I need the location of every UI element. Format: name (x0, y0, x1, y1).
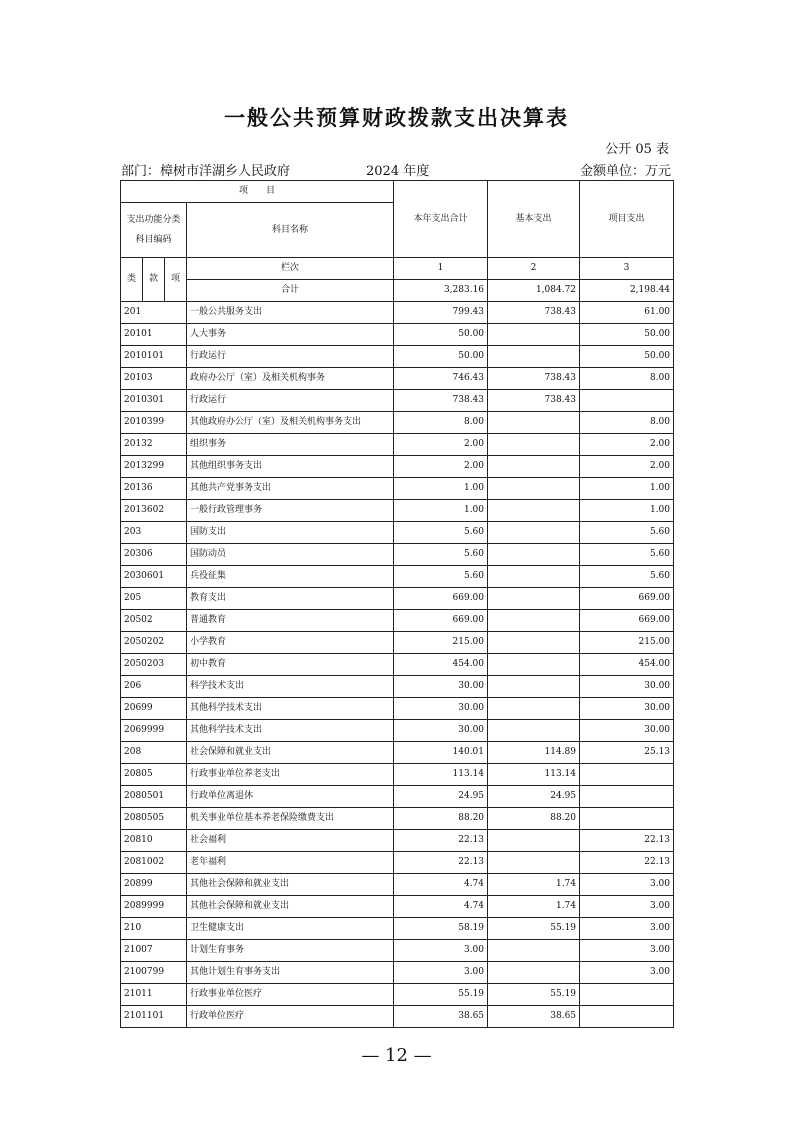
code-cell: 20132 (121, 434, 187, 456)
total-cell: 5.60 (394, 566, 488, 588)
project-cell: 30.00 (580, 720, 674, 742)
fiscal-year: 2024 年度 (366, 164, 430, 179)
header-col-project: 项目支出 (580, 181, 674, 258)
basic-cell: 88.20 (488, 808, 580, 830)
code-cell: 20810 (121, 830, 187, 852)
name-cell: 计划生育事务 (187, 940, 394, 962)
basic-cell (488, 434, 580, 456)
name-cell: 社会福利 (187, 830, 394, 852)
table-row (121, 588, 674, 610)
code-cell: 20306 (121, 544, 187, 566)
code-cell: 21007 (121, 940, 187, 962)
project-cell: 22.13 (580, 852, 674, 874)
name-cell: 其他科学技术支出 (187, 698, 394, 720)
basic-cell (488, 676, 580, 698)
table-row (121, 478, 674, 500)
project-cell: 3.00 (580, 874, 674, 896)
total-cell: 746.43 (394, 368, 488, 390)
code-cell: 20101 (121, 324, 187, 346)
code-cell: 2081002 (121, 852, 187, 874)
project-cell (580, 984, 674, 1006)
total-cell: 113.14 (394, 764, 488, 786)
name-cell: 其他社会保障和就业支出 (187, 874, 394, 896)
code-cell: 2050202 (121, 632, 187, 654)
page-number: — 12 — (361, 1045, 432, 1066)
name-cell: 教育支出 (187, 588, 394, 610)
code-cell: 201 (121, 302, 187, 324)
total-cell: 738.43 (394, 390, 488, 412)
summary-label: 合计 (187, 280, 394, 302)
project-cell: 1.00 (580, 500, 674, 522)
table-row (121, 896, 674, 918)
basic-cell: 1.74 (488, 874, 580, 896)
basic-cell (488, 412, 580, 434)
code-cell: 20136 (121, 478, 187, 500)
name-cell: 国防动员 (187, 544, 394, 566)
header-col-total: 本年支出合计 (394, 181, 488, 258)
table-row (121, 654, 674, 676)
code-cell: 2013299 (121, 456, 187, 478)
table-row (121, 852, 674, 874)
header-lanci: 栏次 (187, 258, 394, 280)
code-cell: 210 (121, 918, 187, 940)
basic-cell (488, 346, 580, 368)
table-row (121, 566, 674, 588)
name-cell: 行政事业单位养老支出 (187, 764, 394, 786)
project-cell (580, 1006, 674, 1028)
name-cell: 一般公共服务支出 (187, 302, 394, 324)
code-cell: 2101101 (121, 1006, 187, 1028)
code-cell: 2010301 (121, 390, 187, 412)
project-cell: 22.13 (580, 830, 674, 852)
total-cell: 88.20 (394, 808, 488, 830)
basic-cell (488, 456, 580, 478)
basic-cell (488, 962, 580, 984)
total-cell: 5.60 (394, 544, 488, 566)
project-cell: 3.00 (580, 940, 674, 962)
table-row (121, 1006, 674, 1028)
name-cell: 老年福利 (187, 852, 394, 874)
header-code-label (121, 203, 187, 258)
total-cell: 8.00 (394, 412, 488, 434)
project-cell: 215.00 (580, 632, 674, 654)
basic-cell: 738.43 (488, 368, 580, 390)
code-cell: 20699 (121, 698, 187, 720)
code-cell: 2069999 (121, 720, 187, 742)
project-cell: 2.00 (580, 456, 674, 478)
table-row (121, 390, 674, 412)
basic-cell (488, 830, 580, 852)
header-row-item (121, 181, 674, 203)
total-cell: 22.13 (394, 852, 488, 874)
total-cell: 799.43 (394, 302, 488, 324)
total-cell: 140.01 (394, 742, 488, 764)
expenditure-table (120, 180, 674, 1028)
total-cell: 3.00 (394, 940, 488, 962)
basic-cell: 738.43 (488, 302, 580, 324)
table-row (121, 302, 674, 324)
project-cell: 8.00 (580, 412, 674, 434)
project-cell: 5.60 (580, 544, 674, 566)
basic-cell (488, 500, 580, 522)
total-cell: 58.19 (394, 918, 488, 940)
project-cell: 669.00 (580, 588, 674, 610)
total-cell: 24.95 (394, 786, 488, 808)
project-cell (580, 764, 674, 786)
code-cell: 208 (121, 742, 187, 764)
basic-cell (488, 654, 580, 676)
name-cell: 其他科学技术支出 (187, 720, 394, 742)
basic-cell: 113.14 (488, 764, 580, 786)
department: 部门：樟树市洋湖乡人民政府 (121, 164, 291, 179)
name-cell: 机关事业单位基本养老保险缴费支出 (187, 808, 394, 830)
code-cell: 2030601 (121, 566, 187, 588)
code-cell: 2089999 (121, 896, 187, 918)
summary-total: 3,283.16 (394, 280, 488, 302)
total-cell: 454.00 (394, 654, 488, 676)
name-cell: 行政运行 (187, 390, 394, 412)
table-row (121, 434, 674, 456)
name-cell: 人大事务 (187, 324, 394, 346)
header-code-label-2: 科目编码 (135, 235, 172, 245)
basic-cell (488, 698, 580, 720)
name-cell: 其他计划生育事务支出 (187, 962, 394, 984)
table-row (121, 962, 674, 984)
basic-cell: 55.19 (488, 984, 580, 1006)
code-cell: 2080505 (121, 808, 187, 830)
project-cell (580, 786, 674, 808)
header-name-label: 科目名称 (187, 203, 394, 258)
table-row (121, 456, 674, 478)
name-cell: 国防支出 (187, 522, 394, 544)
table-row (121, 500, 674, 522)
total-cell: 669.00 (394, 588, 488, 610)
total-cell: 30.00 (394, 676, 488, 698)
name-cell: 其他共产党事务支出 (187, 478, 394, 500)
table-row (121, 984, 674, 1006)
header-row-lanci (121, 258, 674, 280)
form-number: 公开 05 表 (605, 142, 669, 157)
table-row (121, 720, 674, 742)
project-cell (580, 390, 674, 412)
project-cell: 669.00 (580, 610, 674, 632)
code-cell: 2010101 (121, 346, 187, 368)
total-cell: 50.00 (394, 346, 488, 368)
header-lei: 类 (121, 258, 143, 302)
name-cell: 兵役征集 (187, 566, 394, 588)
header-col-number-3: 3 (580, 258, 674, 280)
header-kuan: 款 (143, 258, 165, 302)
project-cell: 3.00 (580, 962, 674, 984)
amount-unit: 金额单位：万元 (579, 164, 671, 179)
basic-cell (488, 720, 580, 742)
basic-cell (488, 566, 580, 588)
table-row (121, 786, 674, 808)
name-cell: 行政单位离退休 (187, 786, 394, 808)
code-cell: 20805 (121, 764, 187, 786)
code-cell: 2100799 (121, 962, 187, 984)
code-cell: 20899 (121, 874, 187, 896)
project-cell: 3.00 (580, 918, 674, 940)
project-cell: 50.00 (580, 346, 674, 368)
code-cell: 2010399 (121, 412, 187, 434)
table-row (121, 808, 674, 830)
total-cell: 5.60 (394, 522, 488, 544)
basic-cell (488, 588, 580, 610)
name-cell: 行政事业单位医疗 (187, 984, 394, 1006)
name-cell: 其他社会保障和就业支出 (187, 896, 394, 918)
basic-cell: 38.65 (488, 1006, 580, 1028)
table-row (121, 830, 674, 852)
project-cell: 454.00 (580, 654, 674, 676)
name-cell: 行政运行 (187, 346, 394, 368)
name-cell: 初中教育 (187, 654, 394, 676)
name-cell: 其他组织事务支出 (187, 456, 394, 478)
table-row (121, 368, 674, 390)
code-cell: 203 (121, 522, 187, 544)
total-cell: 55.19 (394, 984, 488, 1006)
total-cell: 30.00 (394, 720, 488, 742)
code-cell: 206 (121, 676, 187, 698)
name-cell: 科学技术支出 (187, 676, 394, 698)
table-row (121, 610, 674, 632)
summary-project: 2,198.44 (580, 280, 674, 302)
header-col-basic: 基本支出 (488, 181, 580, 258)
header-item: 项 目 (121, 181, 394, 203)
total-cell: 215.00 (394, 632, 488, 654)
total-cell: 3.00 (394, 962, 488, 984)
total-cell: 4.74 (394, 896, 488, 918)
total-cell: 1.00 (394, 478, 488, 500)
project-cell: 2.00 (580, 434, 674, 456)
header-col-number-1: 1 (394, 258, 488, 280)
total-cell: 4.74 (394, 874, 488, 896)
basic-cell: 738.43 (488, 390, 580, 412)
table-row (121, 940, 674, 962)
basic-cell (488, 324, 580, 346)
table-row (121, 698, 674, 720)
total-cell: 30.00 (394, 698, 488, 720)
code-cell: 205 (121, 588, 187, 610)
total-cell: 2.00 (394, 434, 488, 456)
table-row (121, 324, 674, 346)
name-cell: 卫生健康支出 (187, 918, 394, 940)
table-row (121, 544, 674, 566)
total-cell: 669.00 (394, 610, 488, 632)
name-cell: 社会保障和就业支出 (187, 742, 394, 764)
basic-cell: 114.89 (488, 742, 580, 764)
code-cell: 2080501 (121, 786, 187, 808)
project-cell: 5.60 (580, 566, 674, 588)
total-cell: 2.00 (394, 456, 488, 478)
name-cell: 组织事务 (187, 434, 394, 456)
name-cell: 普通教育 (187, 610, 394, 632)
project-cell: 5.60 (580, 522, 674, 544)
table-meta (121, 160, 671, 178)
summary-basic: 1,084.72 (488, 280, 580, 302)
code-cell: 2013602 (121, 500, 187, 522)
total-cell: 50.00 (394, 324, 488, 346)
name-cell: 行政单位医疗 (187, 1006, 394, 1028)
basic-cell (488, 940, 580, 962)
basic-cell (488, 478, 580, 500)
basic-cell: 1.74 (488, 896, 580, 918)
table-row (121, 676, 674, 698)
basic-cell (488, 610, 580, 632)
project-cell: 30.00 (580, 676, 674, 698)
code-cell: 20103 (121, 368, 187, 390)
table-row (121, 918, 674, 940)
project-cell: 25.13 (580, 742, 674, 764)
project-cell: 3.00 (580, 896, 674, 918)
code-cell: 20502 (121, 610, 187, 632)
name-cell: 政府办公厅（室）及相关机构事务 (187, 368, 394, 390)
project-cell: 1.00 (580, 478, 674, 500)
project-cell (580, 808, 674, 830)
basic-cell: 24.95 (488, 786, 580, 808)
total-cell: 1.00 (394, 500, 488, 522)
basic-cell (488, 852, 580, 874)
basic-cell (488, 544, 580, 566)
table-row (121, 632, 674, 654)
header-col-number-2: 2 (488, 258, 580, 280)
project-cell: 50.00 (580, 324, 674, 346)
basic-cell: 55.19 (488, 918, 580, 940)
basic-cell (488, 632, 580, 654)
name-cell: 一般行政管理事务 (187, 500, 394, 522)
header-xiang: 项 (165, 258, 187, 302)
project-cell: 30.00 (580, 698, 674, 720)
table-row (121, 522, 674, 544)
basic-cell (488, 522, 580, 544)
code-cell: 2050203 (121, 654, 187, 676)
table-row (121, 742, 674, 764)
page-title: 一般公共预算财政拨款支出决算表 (224, 105, 569, 130)
project-cell: 8.00 (580, 368, 674, 390)
project-cell: 61.00 (580, 302, 674, 324)
total-cell: 22.13 (394, 830, 488, 852)
name-cell: 其他政府办公厅（室）及相关机构事务支出 (187, 412, 394, 434)
code-cell: 21011 (121, 984, 187, 1006)
total-cell: 38.65 (394, 1006, 488, 1028)
summary-row (121, 280, 674, 302)
table-row (121, 764, 674, 786)
name-cell: 小学教育 (187, 632, 394, 654)
table-row (121, 412, 674, 434)
table-row (121, 874, 674, 896)
table-row (121, 346, 674, 368)
header-code-label-1: 支出功能分类 (126, 215, 181, 225)
